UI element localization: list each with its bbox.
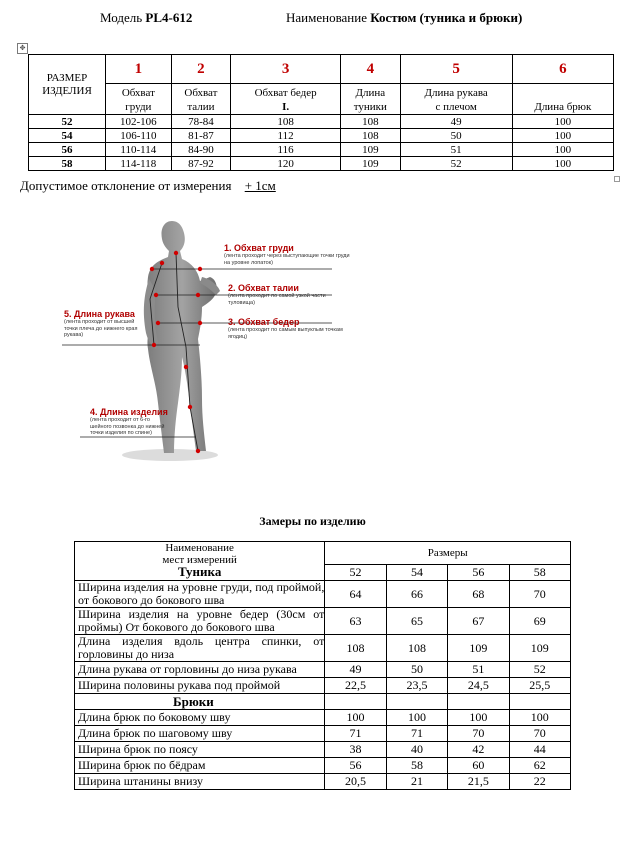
product-name-label: Наименование	[286, 10, 367, 25]
value-cell: 23,5	[386, 678, 447, 694]
measurement-label: Ширина половины рукава под проймой	[75, 678, 325, 694]
size-cell: 54	[29, 129, 106, 143]
measurements-table	[74, 541, 571, 790]
label-waist: 2. Обхват талии (лента проходит по самой узкой части туловища)	[228, 283, 326, 306]
model-line	[100, 10, 192, 26]
value-cell: 102-106	[106, 115, 172, 129]
value-cell: 87-92	[171, 157, 230, 171]
size-header-cell: 52	[325, 565, 386, 581]
value-cell: 50	[400, 129, 512, 143]
value-cell: 22	[509, 774, 570, 790]
value-cell: 44	[509, 742, 570, 758]
measurement-label: Ширина штанины внизу	[75, 774, 325, 790]
column-number: 6	[512, 55, 613, 84]
tolerance-text: Допустимое отклонение от измерения	[20, 178, 232, 193]
value-cell: 100	[509, 710, 570, 726]
value-cell: 66	[386, 581, 447, 608]
table-row	[29, 115, 614, 129]
column-header-tunic-length: Длина туники	[341, 84, 401, 115]
value-cell: 38	[325, 742, 386, 758]
value-cell: 110-114	[106, 143, 172, 157]
column-number: 3	[231, 55, 341, 84]
value-cell: 58	[386, 758, 447, 774]
measurement-figure	[50, 207, 360, 467]
measurement-label: Длина рукава от горловины до низа рукава	[75, 662, 325, 678]
column-header-pants-length: Длина брюк	[512, 84, 613, 115]
value-cell: 108	[341, 115, 401, 129]
value-cell: 24,5	[448, 678, 509, 694]
table-row	[75, 774, 571, 790]
column-header-sleeve-length: Длина рукава с плечом	[400, 84, 512, 115]
value-cell: 20,5	[325, 774, 386, 790]
value-cell: 100	[325, 710, 386, 726]
table-row	[75, 608, 571, 635]
model-label: Модель	[100, 10, 143, 25]
value-cell: 49	[400, 115, 512, 129]
value-cell: 108	[325, 635, 386, 662]
value-cell: 114-118	[106, 157, 172, 171]
value-cell: 52	[509, 662, 570, 678]
value-cell: 78-84	[171, 115, 230, 129]
value-cell: 106-110	[106, 129, 172, 143]
column-number: 1	[106, 55, 172, 84]
measurement-label: Ширина изделия на уровне груди, под проймой, от бокового до бокового шва	[75, 581, 325, 608]
value-cell: 51	[400, 143, 512, 157]
value-cell: 108	[386, 635, 447, 662]
size-table	[28, 54, 614, 171]
table-row	[75, 726, 571, 742]
table-row	[75, 581, 571, 608]
value-cell: 108	[341, 129, 401, 143]
size-header-cell: 54	[386, 565, 447, 581]
table-row	[29, 143, 614, 157]
value-cell: 109	[341, 143, 401, 157]
column-header-chest: Обхват груди	[106, 84, 172, 115]
value-cell: 116	[231, 143, 341, 157]
value-cell: 40	[386, 742, 447, 758]
value-cell: 49	[325, 662, 386, 678]
measurement-name-header: Наименование мест измерений Туника	[75, 542, 325, 581]
value-cell: 70	[509, 581, 570, 608]
value-cell: 100	[448, 710, 509, 726]
product-name-line	[286, 10, 522, 26]
table-row	[75, 662, 571, 678]
value-cell: 50	[386, 662, 447, 678]
column-number: 2	[171, 55, 230, 84]
value-cell: 120	[231, 157, 341, 171]
pants-section-label: Брюки	[75, 694, 325, 710]
size-header-cell: 58	[509, 565, 570, 581]
value-cell: 71	[325, 726, 386, 742]
measurement-label: Ширина брюк по поясу	[75, 742, 325, 758]
value-cell: 21,5	[448, 774, 509, 790]
column-header-hips: Обхват бедер I.	[231, 84, 341, 115]
document-header	[0, 10, 625, 28]
sizes-header: Размеры	[325, 542, 571, 565]
measurements-title: Замеры по изделию	[259, 514, 366, 528]
size-cell: 56	[29, 143, 106, 157]
value-cell: 84-90	[171, 143, 230, 157]
tolerance-note	[20, 178, 276, 194]
value-cell: 65	[386, 608, 447, 635]
value-cell: 71	[386, 726, 447, 742]
tunic-section-label: Туника	[178, 564, 222, 579]
measurement-label: Длина изделия вдоль центра спинки, от горловины до низа	[75, 635, 325, 662]
value-cell: 68	[448, 581, 509, 608]
value-cell: 62	[509, 758, 570, 774]
label-chest: 1. Обхват груди (лента проходит через выступающие точки груди на уровне лопаток)	[224, 243, 350, 266]
table-resize-handle[interactable]	[614, 176, 620, 182]
value-cell: 112	[231, 129, 341, 143]
value-cell: 100	[512, 129, 613, 143]
value-cell: 60	[448, 758, 509, 774]
value-cell: 67	[448, 608, 509, 635]
value-cell: 21	[386, 774, 447, 790]
model-code: PL4-612	[145, 10, 193, 25]
table-row	[75, 710, 571, 726]
value-cell: 70	[509, 726, 570, 742]
measurement-label: Ширина изделия на уровне бедер (30см от проймы) От бокового до бокового шва	[75, 608, 325, 635]
table-row	[29, 157, 614, 171]
size-header-cell: 56	[448, 565, 509, 581]
value-cell: 100	[386, 710, 447, 726]
value-cell: 52	[400, 157, 512, 171]
value-cell: 81-87	[171, 129, 230, 143]
product-name-value: Костюм (туника и брюки)	[370, 10, 523, 25]
value-cell: 108	[231, 115, 341, 129]
size-cell: 52	[29, 115, 106, 129]
value-cell: 56	[325, 758, 386, 774]
measurement-label: Ширина брюк по бёдрам	[75, 758, 325, 774]
value-cell: 100	[512, 157, 613, 171]
value-cell: 51	[448, 662, 509, 678]
value-cell: 70	[448, 726, 509, 742]
label-hips: 3. Обхват бедер (лента проходит по самым выпуклым точкам ягодиц)	[228, 317, 343, 340]
value-cell: 63	[325, 608, 386, 635]
measurement-label: Длина брюк по шаговому шву	[75, 726, 325, 742]
value-cell: 100	[512, 115, 613, 129]
table-row	[75, 758, 571, 774]
table-move-handle-icon[interactable]: ✥	[17, 43, 28, 54]
column-number: 5	[400, 55, 512, 84]
section-row	[75, 694, 571, 710]
label-length: 4. Длина изделия (лента проходит от 6-го шейного позвонка до нижней точки изделия по спине)	[90, 407, 168, 436]
value-cell: 64	[325, 581, 386, 608]
value-cell: 109	[341, 157, 401, 171]
value-cell: 109	[448, 635, 509, 662]
measurement-label: Длина брюк по боковому шву	[75, 710, 325, 726]
value-cell: 69	[509, 608, 570, 635]
table-row	[75, 678, 571, 694]
table-row	[29, 129, 614, 143]
value-cell: 100	[512, 143, 613, 157]
column-header-waist: Обхват талии	[171, 84, 230, 115]
value-cell: 25,5	[509, 678, 570, 694]
size-cell: 58	[29, 157, 106, 171]
value-cell: 109	[509, 635, 570, 662]
table-row	[75, 742, 571, 758]
value-cell: 42	[448, 742, 509, 758]
table-row	[75, 635, 571, 662]
tolerance-value: + 1см	[244, 178, 276, 193]
label-sleeve: 5. Длина рукава (лента проходит от высшей точки плеча до нижнего края рукава)	[64, 309, 138, 338]
value-cell: 22,5	[325, 678, 386, 694]
size-corner-header: РАЗМЕР ИЗДЕЛИЯ	[29, 55, 106, 115]
column-number: 4	[341, 55, 401, 84]
